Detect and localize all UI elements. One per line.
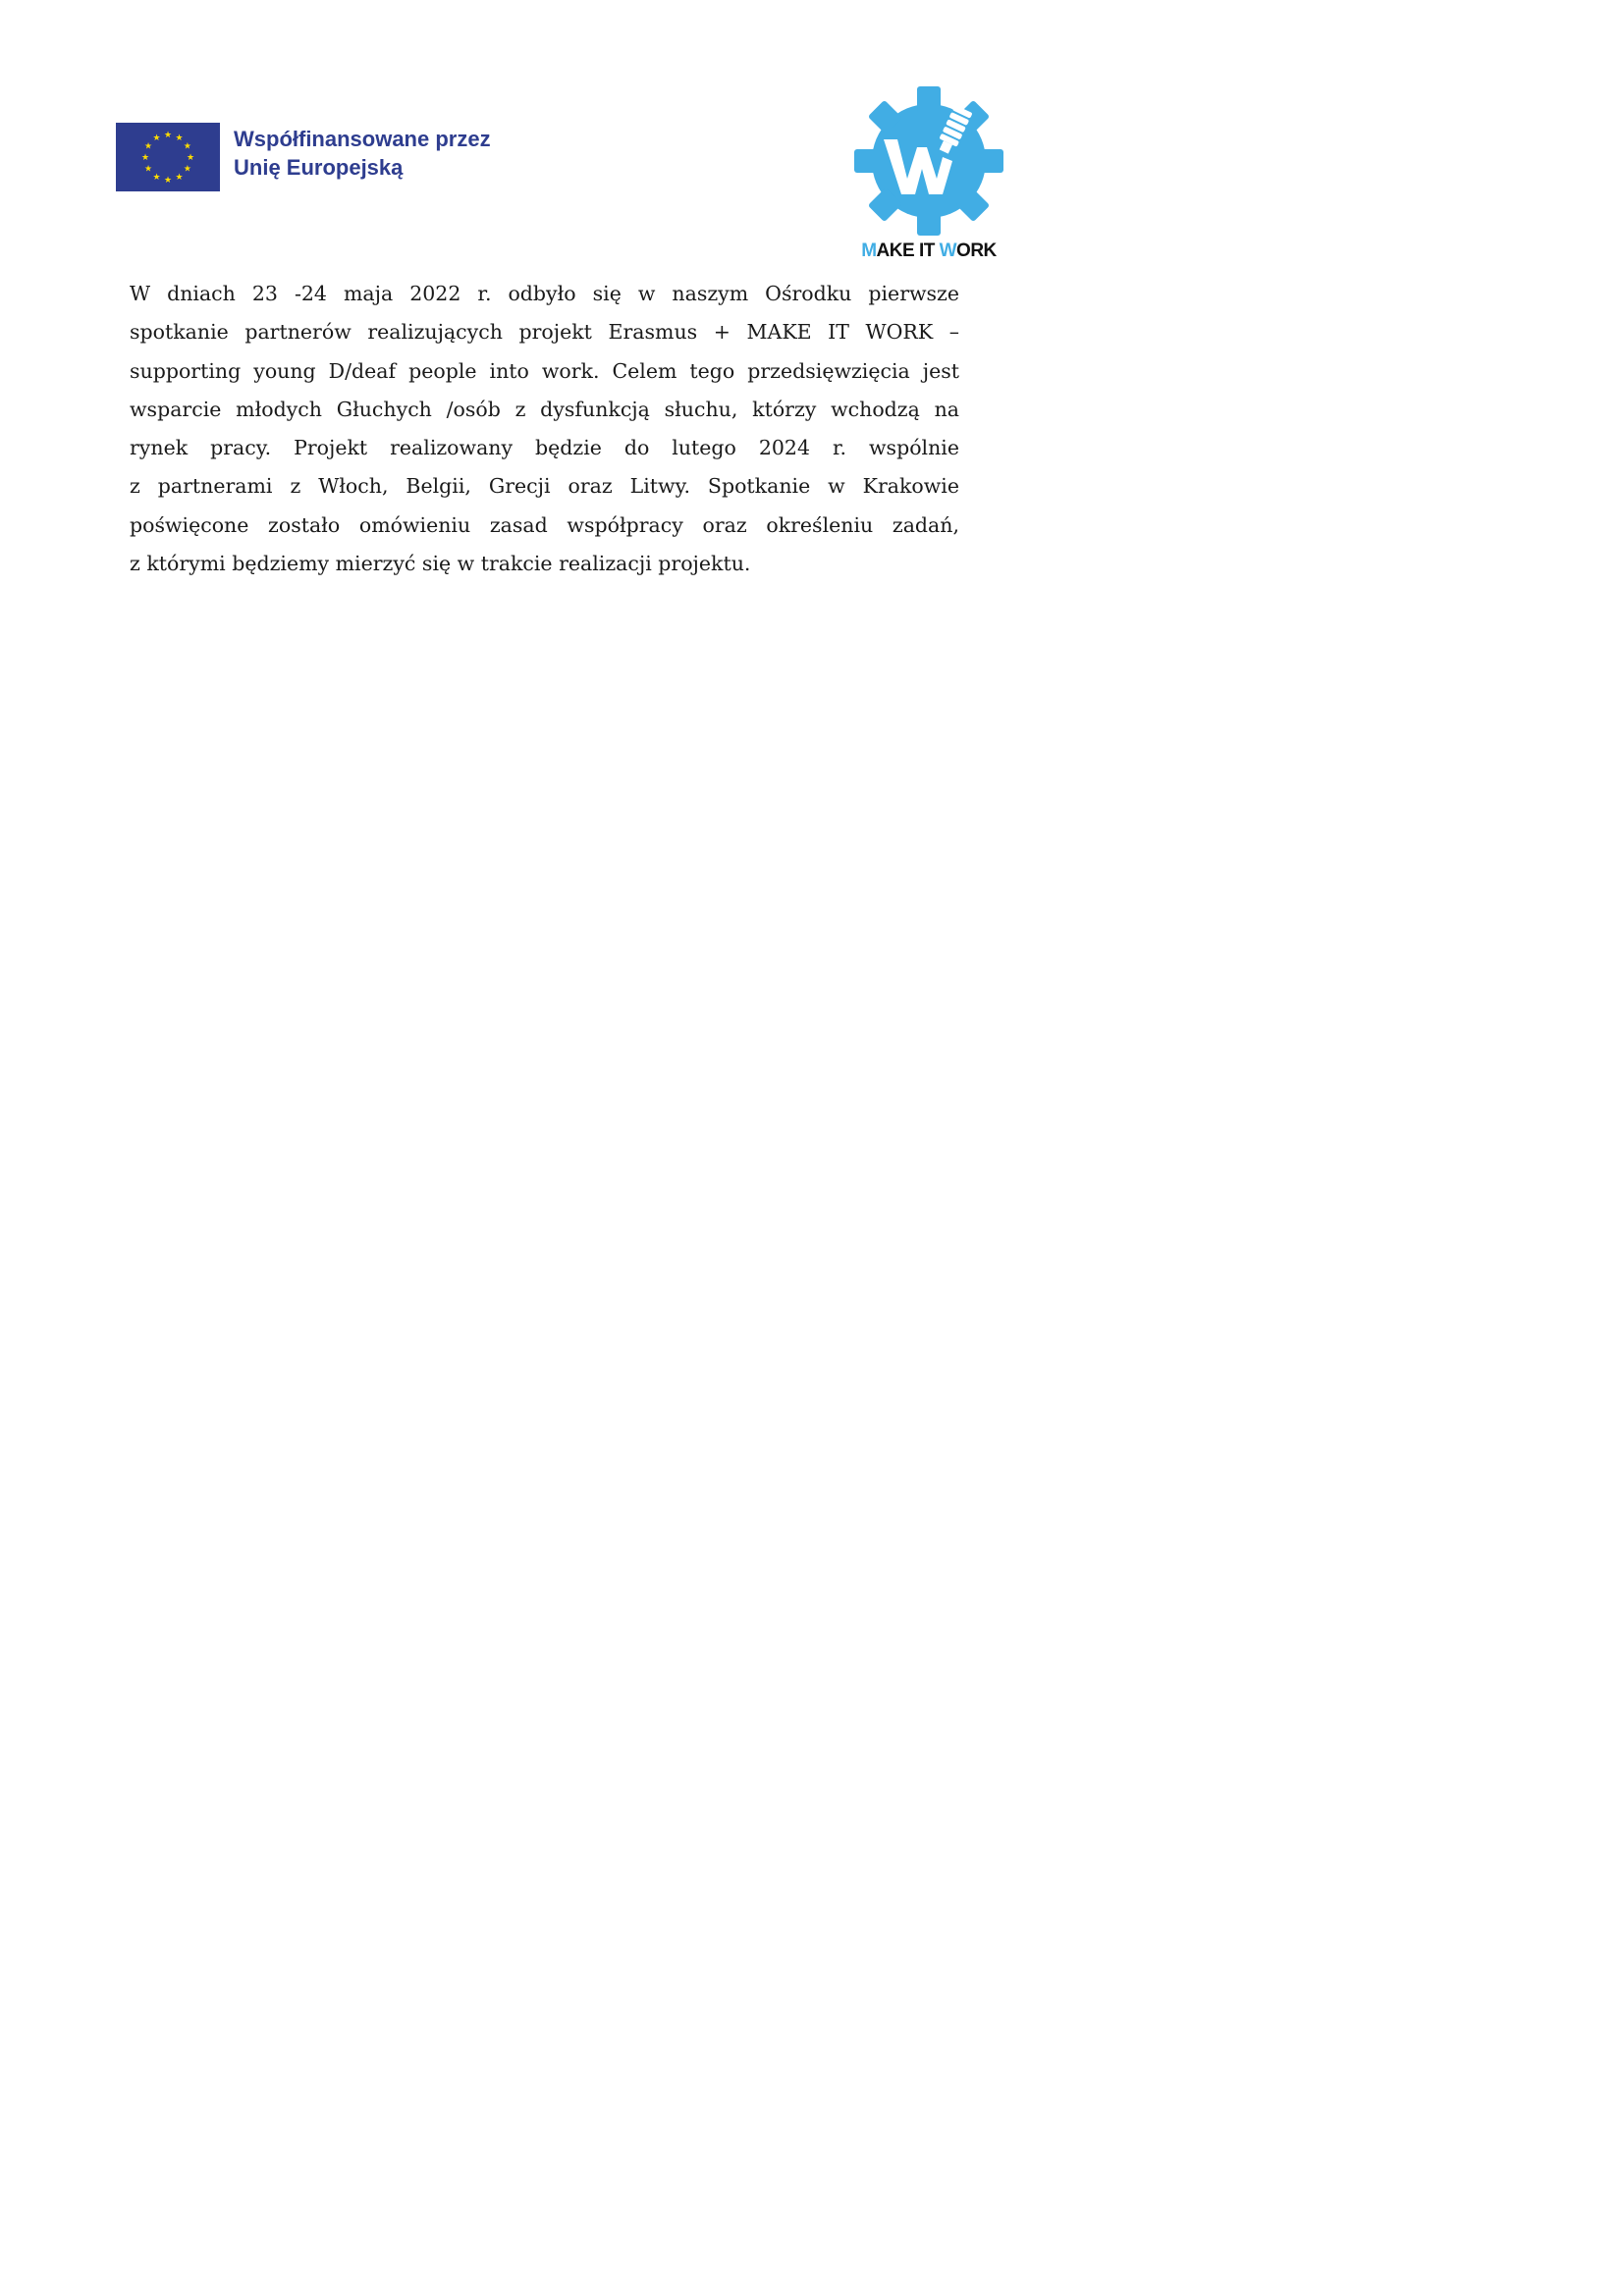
eu-star-icon: ★ xyxy=(163,176,173,186)
eu-star-icon: ★ xyxy=(183,164,191,175)
eu-star-icon: ★ xyxy=(144,141,153,152)
eu-star-icon: ★ xyxy=(183,141,191,152)
eu-star-icon: ★ xyxy=(175,172,184,183)
eu-star-icon: ★ xyxy=(152,172,161,183)
paragraph-line-5: rynek pracy. Projekt realizowany będzie do lutego 2024 r. wspólnie xyxy=(130,436,959,460)
make-it-work-wordmark xyxy=(850,240,1007,262)
eu-star-icon: ★ xyxy=(163,131,173,140)
wordmark-mid: AKE IT xyxy=(876,240,940,261)
eu-cofunding-text xyxy=(234,125,491,182)
eu-flag-icon xyxy=(116,123,220,191)
eu-star-icon: ★ xyxy=(152,133,161,144)
wordmark-end: ORK xyxy=(956,240,997,261)
eu-cofunding-line-2: Unię Europejską xyxy=(234,155,404,180)
eu-star-icon: ★ xyxy=(144,164,153,175)
wordmark-w: W xyxy=(939,240,957,261)
paragraph-line-2: spotkanie partnerów realizujących projekt Erasmus + MAKE IT WORK – xyxy=(130,320,959,345)
eu-star-icon: ★ xyxy=(186,153,195,163)
paragraph-line-6: z partnerami z Włoch, Belgii, Grecji oraz Litwy. Spotkanie w Krakowie xyxy=(130,474,959,499)
gear-w-icon xyxy=(850,86,1007,239)
wordmark-m: M xyxy=(861,240,877,261)
announcement-paragraph xyxy=(130,275,959,583)
paragraph-line-8: z którymi będziemy mierzyć się w trakcie realizacji projektu. xyxy=(130,552,751,576)
eu-star-icon: ★ xyxy=(175,133,184,144)
paragraph-line-3: supporting young D/deaf people into work. Celem tego przedsięwzięcia jest xyxy=(130,358,959,383)
paragraph-line-4: wsparcie młodych Głuchych /osób z dysfunkcją słuchu, którzy wchodzą na xyxy=(130,397,959,421)
eu-cofunding-line-1: Współfinansowane przez xyxy=(234,127,491,151)
eu-star-icon: ★ xyxy=(140,153,150,163)
make-it-work-logo xyxy=(850,86,1007,263)
eu-cofunding-logo xyxy=(116,123,491,191)
paragraph-line-7: poświęcone zostało omówieniu zasad współpracy oraz określeniu zadań, xyxy=(130,512,959,537)
paragraph-line-1: W dniach 23 -24 maja 2022 r. odbyło się w naszym Ośrodku pierwsze xyxy=(130,282,959,305)
